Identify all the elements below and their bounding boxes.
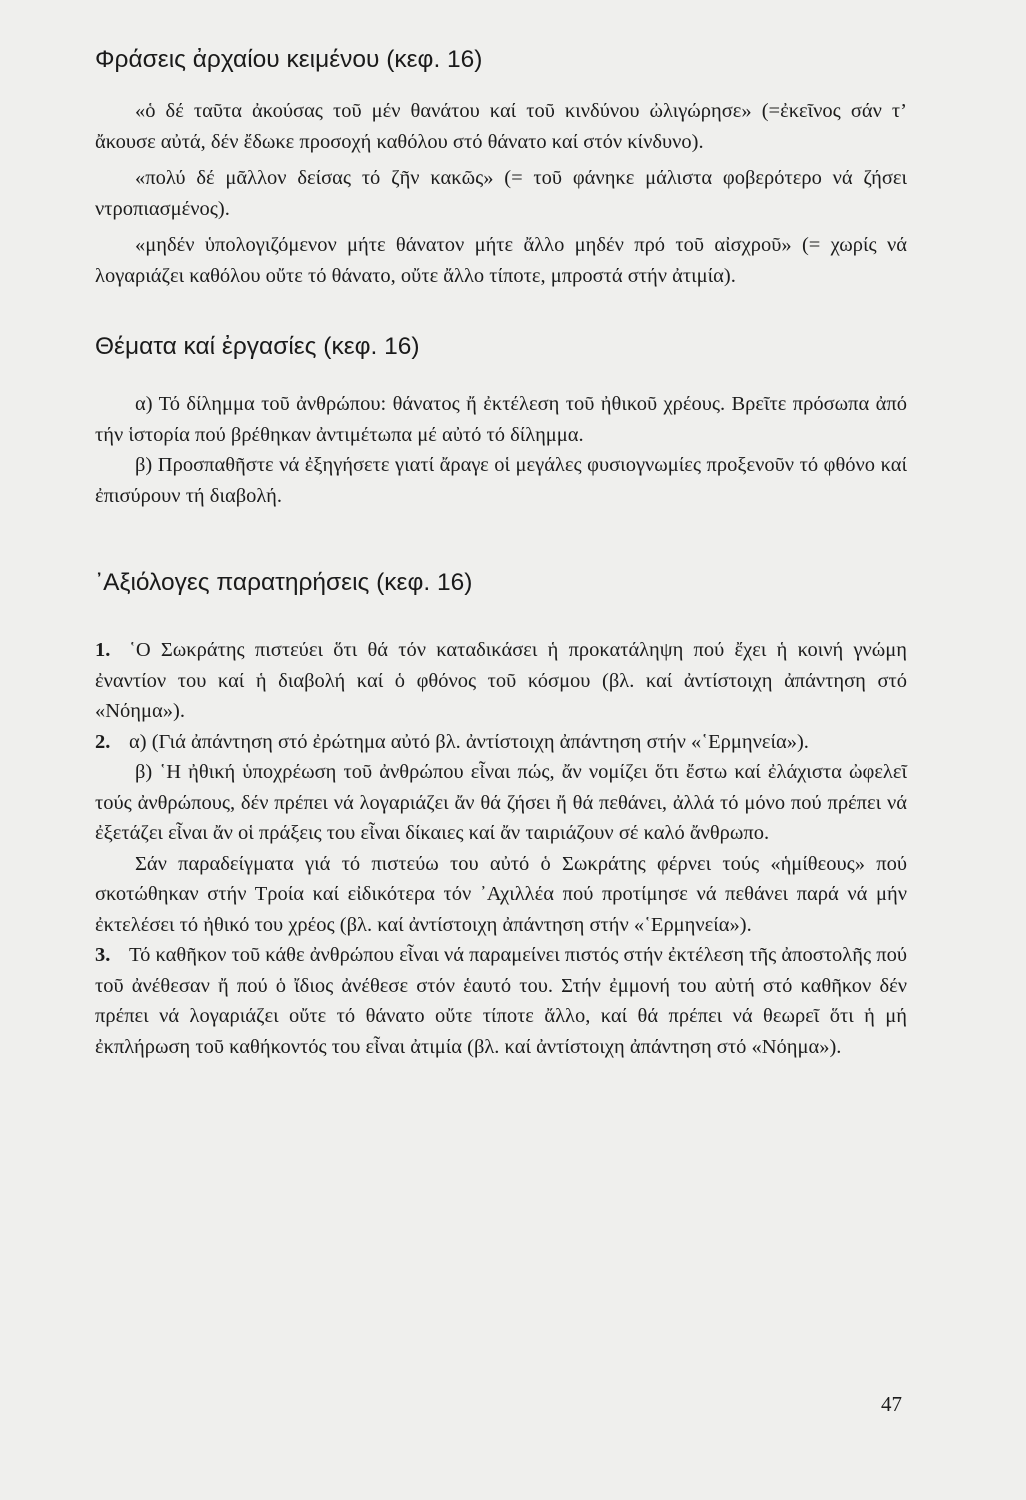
section-title-phrases: Φράσεις ἀρχαίου κειμένου (κεφ. 16) bbox=[95, 46, 483, 73]
item-number: 1. bbox=[95, 639, 111, 661]
observation-item bbox=[95, 757, 907, 849]
themes-section bbox=[95, 389, 907, 511]
page-content bbox=[95, 40, 907, 1062]
item-number: 3. bbox=[95, 944, 111, 966]
observation-item bbox=[95, 849, 907, 941]
phrase-paragraph: «πολύ δέ μᾶλλον δείσας τό ζῆν κακῶς» (= τοῦ φάνηκε μάλιστα φοβερότερο νά ζήσει ντροπιασμένος). bbox=[95, 167, 907, 220]
page-number: 47 bbox=[881, 1392, 902, 1416]
item-text: α) (Γιά ἀπάντηση στό ἐρώτημα αὐτό βλ. ἀντίστοιχη ἀπάντηση στήν «῾Ερμηνεία»). bbox=[129, 730, 809, 753]
phrase-paragraph: «μηδέν ὑπολογιζόμενον μήτε θάνατον μήτε ἄλλο μηδέν πρό τοῦ αἰσχροῦ» (= χωρίς νά λογαριάζει καθόλου οὔτε τό θάνατο, οὔτε ἄλλο τίποτε, μπροστά στήν ἀτιμία). bbox=[95, 234, 907, 287]
item-text: Τό καθῆκον τοῦ κάθε ἀνθρώπου εἶναι νά παραμείνει πιστός στήν ἐκτέλεση τῆς ἀποστολῆς πού τοῦ ἀνέθεσαν ἤ πού ὁ ἴδιος ἀνέθεσε στόν ἑαυτό του. Στήν ἐμμονή του αὐτή στό καθῆκον δέν πρέπει νά λογαριάζει οὔτε τό θάνατο οὔτε τίποτε ἄλλο, καί θά πρέπει νά θεωρεῖ ὅτι ἡ μή ἐκπλήρωση τοῦ καθήκοντός του εἶναι ἀτιμία (βλ. καί ἀντίστοιχη ἀπάντηση στό «Νόημα»). bbox=[95, 944, 907, 1058]
phrases-section bbox=[95, 96, 907, 291]
theme-paragraph: β) Προσπαθῆστε νά ἐξηγήσετε γιατί ἄραγε οἱ μεγάλες φυσιογνωμίες προξενοῦν τό φθόνο καί ἐπισύρουν τή διαβολή. bbox=[95, 454, 907, 507]
item-text: ῾Ο Σωκράτης πιστεύει ὅτι θά τόν καταδικάσει ἡ προκατάληψη πού ἔχει ἡ κοινή γνώμη ἐναντίον του καί ἡ διαβολή καί ὁ φθόνος τοῦ κόσμου (βλ. καί ἀντίστοιχη ἀπάντηση στό «Νόημα»). bbox=[95, 639, 907, 722]
section-title-themes: Θέματα καί ἐργασίες (κεφ. 16) bbox=[95, 333, 420, 360]
observation-item bbox=[95, 635, 907, 727]
phrase-paragraph: «ὁ δέ ταῦτα ἀκούσας τοῦ μέν θανάτου καί τοῦ κινδύνου ὠλιγώρησε» (=ἐκεῖνος σάν τ’ ἄκουσε αὐτά, δέν ἔδωκε προσοχή καθόλου στό θάνατο καί στόν κίνδυνο). bbox=[95, 100, 907, 153]
item-text: Σάν παραδείγματα γιά τό πιστεύω του αὐτό ὁ Σωκράτης φέρνει τούς «ἡμίθεους» πού σκοτώθηκαν στήν Τροία καί εἰδικότερα τόν ᾿Αχιλλέα πού προτίμησε νά πεθάνει παρά νά μήν ἐκτελέσει τό ἠθικό του χρέος (βλ. καί ἀντίστοιχη ἀπάντηση στήν «῾Ερμηνεία»). bbox=[95, 852, 907, 936]
theme-paragraph: α) Τό δίλημμα τοῦ ἀνθρώπου: θάνατος ἤ ἐκτέλεση τοῦ ἠθικοῦ χρέους. Βρεῖτε πρόσωπα ἀπό τήν ἱστορία πού βρέθηκαν ἀντιμέτωπα μέ αὐτό τό δίλημμα. bbox=[95, 393, 907, 446]
item-text: β) ῾Η ἠθική ὑποχρέωση τοῦ ἀνθρώπου εἶναι πώς, ἄν νομίζει ὅτι ἔστω καί ἐλάχιστα ὠφελεῖ τούς ἀνθρώπους, δέν πρέπει νά λογαριάζει ἄν θά ζήσει ἤ θά πεθάνει, ἀλλά τό μόνο πού πρέπει νά ἐξετάζει εἶναι ἄν οἱ πράξεις του εἶναι δίκαιες καί ἄν ταιριάζουν σέ καλό ἄνθρωπο. bbox=[95, 761, 907, 844]
section-title-observations: ᾿Αξιόλογες παρατηρήσεις (κεφ. 16) bbox=[95, 569, 473, 596]
observation-item bbox=[95, 940, 907, 1062]
item-number: 2. bbox=[95, 730, 111, 753]
observation-item bbox=[95, 727, 907, 758]
observations-section bbox=[95, 635, 907, 1062]
